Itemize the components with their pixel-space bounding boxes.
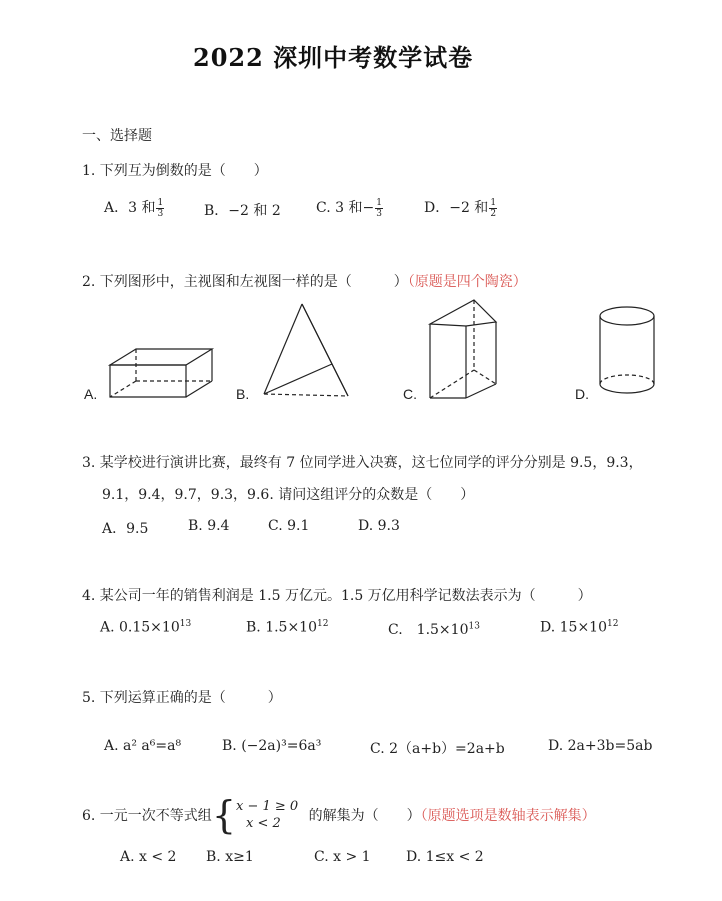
question-2-stem: 2. 下列图形中，主视图和左视图一样的是（ ）（原题是四个陶瓷） xyxy=(82,274,527,290)
question-4-option-b: B. $1.5\times 10^{12}$ xyxy=(246,619,329,636)
question-6-option-c: C. x > 1 xyxy=(314,849,371,865)
figure-d-cylinder xyxy=(596,304,660,400)
question-4-stem: 4. 某公司一年的销售利润是 1.5 万亿元。1.5 万亿用科学记数法表示为（ ） xyxy=(82,588,592,604)
question-5-stem: 5. 下列运算正确的是（ ） xyxy=(82,690,282,706)
question-4-option-a: A. $0.15\times 10^{13}$ xyxy=(100,619,192,636)
question-6-option-d: D. 1≤x < 2 xyxy=(406,849,484,865)
figure-d-label: D. xyxy=(575,386,589,402)
question-5-option-a: A. a² a⁶=a⁸ xyxy=(104,738,182,754)
question-6-stem: 6. 一元一次不等式组{ x − 1 ≥ 0 x < 2 的解集为（ ）（原题选项是数轴表示解集） xyxy=(82,793,596,837)
question-3-option-d: D. 9.3 xyxy=(358,518,400,534)
figure-a-cuboid xyxy=(108,345,216,400)
question-1-option-c: C. 3 和− $\frac{1}{3}$ xyxy=(316,197,382,219)
figure-c-prism xyxy=(426,298,500,402)
question-4-option-c: C. $1.5\times 10^{13}$ xyxy=(388,621,480,638)
question-3-option-b: B. 9.4 xyxy=(188,518,230,534)
brace-icon: { xyxy=(211,793,236,837)
question-5-option-b: B. (−2a)³=6a³ xyxy=(222,738,322,754)
question-4-option-d: D. $15\times 10^{12}$ xyxy=(540,619,619,636)
question-3-option-c: C. 9.1 xyxy=(268,518,310,534)
figure-c-label: C. xyxy=(403,386,417,402)
figure-a-label: A. xyxy=(84,386,98,402)
question-6-option-a: A. x < 2 xyxy=(120,849,177,865)
inequality-system: x − 1 ≥ 0 x < 2 xyxy=(236,799,299,831)
question-5-option-c: C. 2（a+b）=2a+b xyxy=(370,741,505,757)
question-1-option-b: B．−2 和 2 xyxy=(204,203,281,219)
section-heading: 一、选择题 xyxy=(82,128,152,144)
question-1-option-d: D．−2 和 $\frac{1}{2}$ xyxy=(424,197,497,219)
question-3-option-a: A．9.5 xyxy=(102,521,149,537)
question-1-stem: 1. 下列互为倒数的是（ ） xyxy=(82,163,268,179)
question-6-option-b: B. x≥1 xyxy=(206,849,254,865)
question-2-note: （原题是四个陶瓷） xyxy=(407,274,527,290)
question-3-line-2: 9.1，9.4，9.7，9.3，9.6. 请问这组评分的众数是（ ） xyxy=(102,487,475,503)
figure-b-pyramid xyxy=(258,302,354,400)
question-6-note: （原题选项是数轴表示解集） xyxy=(420,808,596,824)
question-1-option-a: A．3 和 $\frac{1}{3}$ xyxy=(104,197,164,219)
question-3-line-1: 3. 某学校进行演讲比赛，最终有 7 位同学进入决赛，这七位同学的评分分别是 9.5，9.3， xyxy=(82,455,643,471)
page-title: 2022 深圳中考数学试卷 xyxy=(193,43,474,72)
question-5-option-d: D. 2a+3b=5ab xyxy=(548,738,653,754)
figure-b-label: B. xyxy=(236,386,250,402)
